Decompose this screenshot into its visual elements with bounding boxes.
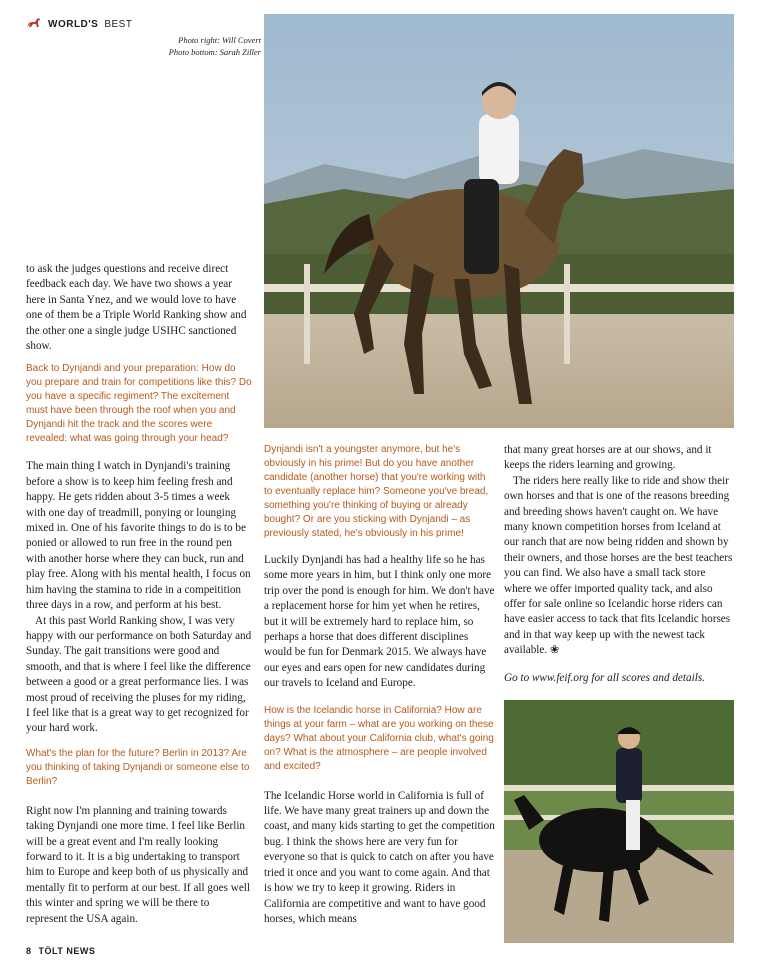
column-2 <box>264 443 496 927</box>
photo-rider-buckskin <box>264 14 734 428</box>
horse-icon <box>26 17 42 32</box>
col2-paragraph-california: The Icelandic Horse world in California is full of life. We have many great trainers up and down the coast, and many kids starting to get the competition bug. I think the shows here are very fun for everyone so that is quick to catch on after you have tried it once and you want to come again. And that is how we try to keep it growing. Riders in California are competitive and want to have good horses, which means <box>264 789 495 925</box>
col1-paragraph-performance: At this past World Ranking show, I was very happy with our performance on both Saturday and Sunday. The gait transitions were good and smooth, and that is where I feel like the difference between a good or a great performance lies. I was most proud of receiving the pluses for my riding, I feel like that is a great way to get recognized for your hard work. <box>26 614 252 735</box>
credit-right: Photo right: Will Covert <box>178 35 261 45</box>
magazine-name: TÖLT NEWS <box>38 946 96 956</box>
page-number: 8 <box>26 946 32 956</box>
col3-closing-link: Go to www.feif.org for all scores and details. <box>504 671 705 684</box>
col1-paragraph-intro: to ask the judges questions and receive direct feedback each day. We have two shows a year here in Santa Ynez, and we would love to have one of them be a Triple World Ranking show and the other one a single judge USIHC sanctioned show. <box>26 263 247 353</box>
col2-question-replacement: Dynjandi isn't a youngster anymore, but he's obviously in his prime! But do you have another candidate (another horse) that you're working with to eventually replace him? Someone you've bread, something you're thinking of buying or already bought? Or are you sticking with Dynjandi – as previously stated, he's obviously in his prime! <box>264 444 489 539</box>
section-title-best: BEST <box>104 18 133 30</box>
col2-question-california: How is the Icelandic horse in California? How are things at your farm – what are you working on these days? What about your California club, what's going on? What is the atmosphere – are people involved and excited? <box>264 704 494 772</box>
col3-paragraph-riders: The riders here really like to ride and show their own horses and that is one of the reasons breeding and breeding shows haven't caught on. We have many known competition horses from Iceland at our ranch that are now being ridden and shown by their owners, and those horses are the best teachers you can find. We also have a small tack store where we offer imported quality tack, and also offer for sale online so Icelandic horse riders can have easier access to tack that fits Icelandic horses and in that way keep up with the newest tack available. ❀ <box>504 474 733 657</box>
credit-bottom: Photo bottom: Sarah Ziller <box>168 47 261 57</box>
column-1 <box>26 262 252 927</box>
col1-paragraph-training: The main thing I watch in Dynjandi's training before a show is to keep him feeling fresh and happy. He gets ridden about 3-5 times a week with one day of treadmill, ponying or lounging mixed in. One of his favorite things to do is to be ponied or allowed to run free in the round pen with another horse where they can buck, run and play free. Along with his mental health, I focus on him having the stamina to ride in a compeitition three days in a row, and perform at his best. <box>26 460 251 612</box>
column-3 <box>504 443 734 686</box>
section-title-world: WORLD'S <box>48 18 99 30</box>
page-footer <box>26 946 95 956</box>
photo-credits <box>169 34 261 58</box>
section-header <box>26 13 132 35</box>
photo-rider-black-horse <box>504 700 734 943</box>
col1-question-future: What's the plan for the future? Berlin in 2013? Are you thinking of taking Dynjandi or someone else to Berlin? <box>26 747 250 787</box>
col1-question-preparation: Back to Dynjandi and your preparation: How do you prepare and train for competitions like this? Do you have a specific regiment? The excitement must have been through the roof when you and Dynjandi hit the track and the scores were revealed: what was going through your head? <box>26 363 252 445</box>
col2-paragraph-replacement: Luckily Dynjandi has had a healthy life so he has some more years in him, but I think only one more trip over the pond is enough for him. We don't have a replacement horse for him yet when he retires, but it will be extremely hard to replace him, so perhaps a horse that does different disciplines would be fun for Denmark 2015. We always have our eyes and ears open for new candidates during our travels to Iceland and Europe. <box>264 554 495 690</box>
col1-paragraph-berlin: Right now I'm planning and training towards taking Dynjandi one more time. I feel like Berlin will be a great event and I'm really looking forward to it. It is a big undertaking to transport him to Europe and keep both of us physically and mentally fit to perform at our best. If all goes well this winter and spring we will be there to represent the USA again. <box>26 804 250 925</box>
col3-paragraph-continued: that many great horses are at our shows, and it keeps the riders learning and growing. <box>504 444 712 472</box>
